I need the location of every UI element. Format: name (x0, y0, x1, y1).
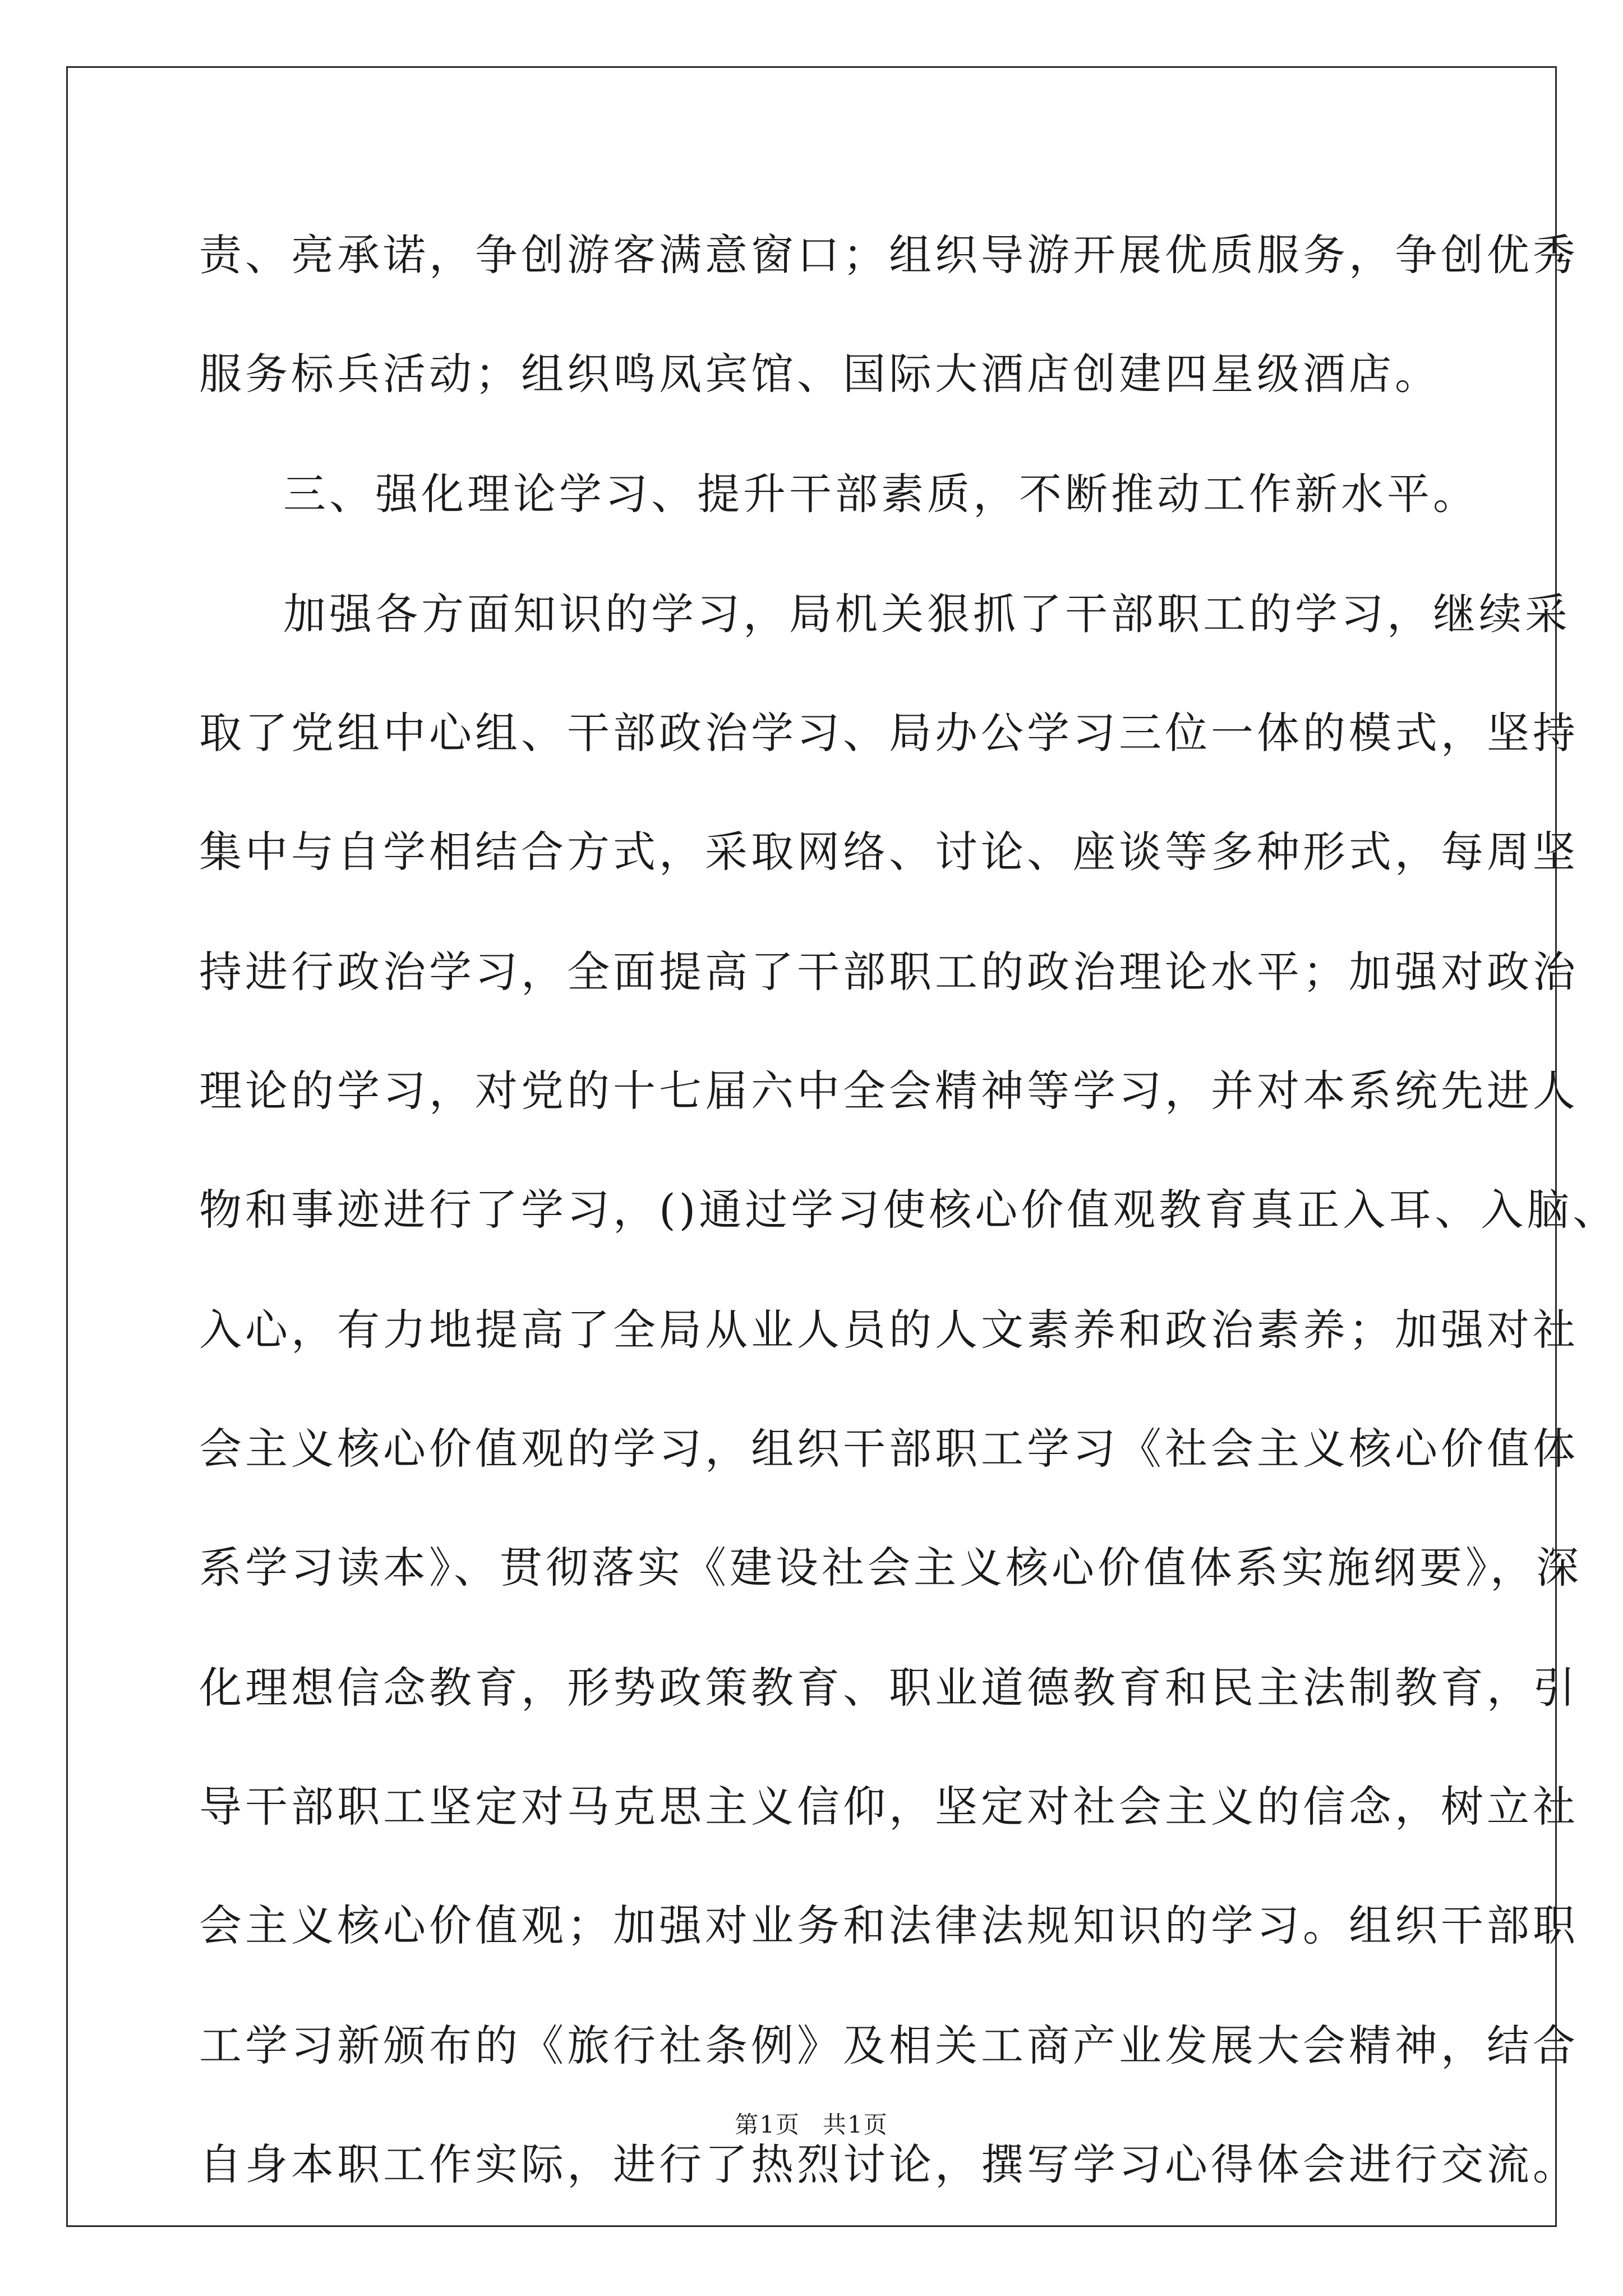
text-line: 取了党组中心组、干部政治学习、局办公学习三位一体的模式，坚持 (199, 708, 1579, 758)
text-line: 工学习新颁布的《旅行社条例》及相关工商产业发展大会精神，结合 (199, 2021, 1579, 2070)
page-number: 第1页 (735, 2111, 800, 2138)
text-line: 理论的学习，对党的十七届六中全会精神等学习，并对本系统先进人 (199, 1066, 1579, 1116)
text-line: 系学习读本》、贯彻落实《建设社会主义核心价值体系实施纲要》，深 (199, 1543, 1582, 1593)
text-line: 自身本职工作实际，进行了热烈讨论，撰写学习心得体会进行交流。 (199, 2139, 1579, 2189)
text-line: 物和事迹进行了学习，()通过学习使核心价值观教育真正入耳、入脑、 (199, 1185, 1619, 1235)
text-line: 会主义核心价值观的学习，组织干部职工学习《社会主义核心价值体 (199, 1424, 1579, 1474)
text-line: 服务标兵活动；组织鸣凤宾馆、国际大酒店创建四星级酒店。 (199, 349, 1441, 399)
section-heading: 三、强化理论学习、提升干部素质，不断推动工作新水平。 (283, 469, 1479, 519)
text-line: 入心，有力地提高了全局从业人员的人文素养和政治素养；加强对社 (199, 1305, 1579, 1355)
text-line: 持进行政治学习，全面提高了干部职工的政治理论水平；加强对政治 (199, 947, 1579, 997)
total-pages: 共1页 (823, 2111, 888, 2138)
text-line: 导干部职工坚定对马克思主义信仰，坚定对社会主义的信念，树立社 (199, 1782, 1579, 1832)
paragraph-first-line: 加强各方面知识的学习，局机关狠抓了干部职工的学习，继续采 (283, 589, 1571, 639)
text-line: 化理想信念教育，形势政策教育、职业道德教育和民主法制教育，引 (199, 1663, 1579, 1713)
text-line: 会主义核心价值观；加强对业务和法律法规知识的学习。组织干部职 (199, 1901, 1579, 1950)
text-line: 集中与自学相结合方式，采取网络、讨论、座谈等多种形式，每周坚 (199, 827, 1579, 877)
page-footer (0, 2106, 1623, 2140)
text-line: 责、亮承诺，争创游客满意窗口；组织导游开展优质服务，争创优秀 (199, 230, 1579, 280)
